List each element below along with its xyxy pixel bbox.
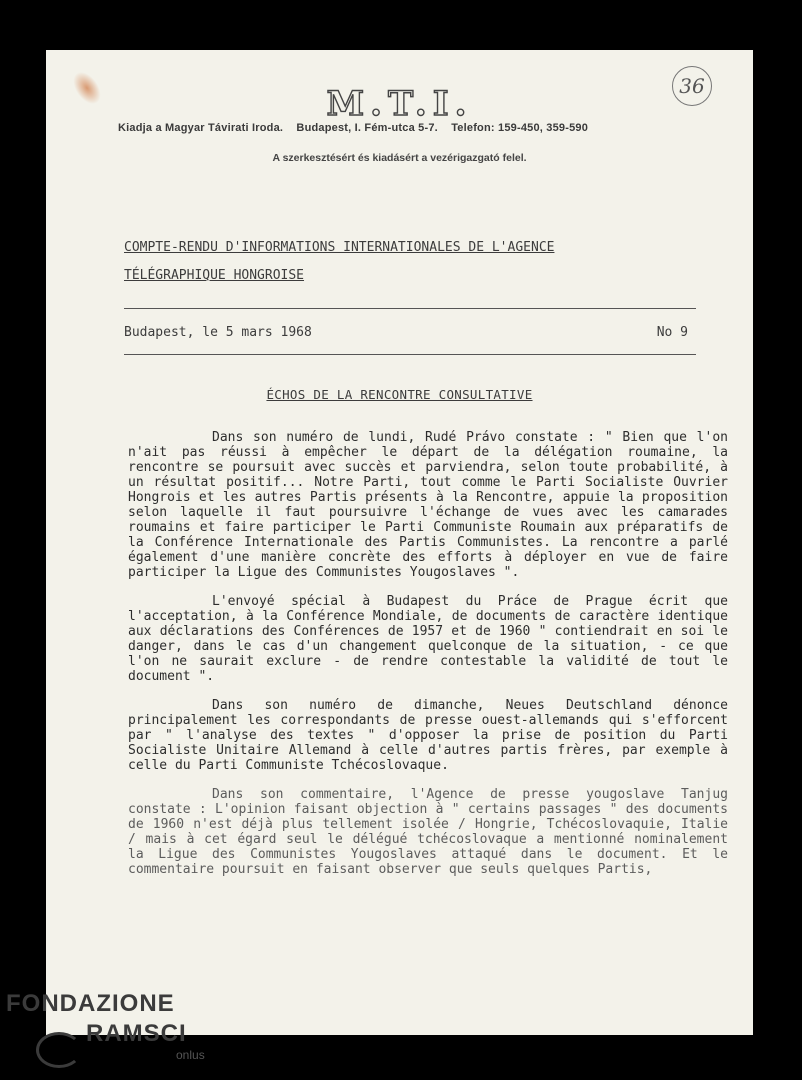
responsibility-line: A szerkesztésért és kiadásért a vezérigazgató felel. [272,152,527,164]
document-page [46,50,753,1035]
watermark-g-logo-icon [36,1032,82,1068]
date: Budapest, le 5 mars 1968 [124,325,312,340]
watermark-gramsci: RAMSCI [86,1020,187,1047]
mti-logo: M.T.I. [326,84,473,124]
page-number-circle: 36 [672,66,712,106]
article-body [128,430,728,891]
issue-number: No 9 [656,325,688,340]
paragraph: Dans son commentaire, l'Agence de presse yougoslave Tanjug constate : L'opinion faisant objection à " certains passages " des documents de 1960 n'est déjà plus tellement isolée / Hongrie, Tchécoslovaquie, Italie / mais à cet égard seul le délégué tchécoslovaque a mentionné nominalement la Ligue des Communistes Yougoslaves attaqué dans le document. Et le commentaire poursuit en faisant observer que seuls quelques Partis, [128,787,728,877]
paragraph: L'envoyé spécial à Budapest du Práce de Prague écrit que l'acceptation, à la Conférence Mondiale, de documents de caractère identique aux déclarations des Conférences de 1957 et de 1960 " contiendrait en soi le danger, dans le cas d'un changement quelconque de la situation, - ce que l'on ne saurait exclure - de rendre contestable la validité de tout le document ". [128,594,728,684]
dateline [124,325,696,340]
address: Budapest, I. Fém-utca 5-7. [296,122,438,134]
letterhead-line [118,122,588,134]
rule-bottom [124,354,696,355]
phone: Telefon: 159-450, 359-590 [451,122,589,134]
paragraph: Dans son numéro de dimanche, Neues Deutschland dénonce principalement les correspondants de presse ouest-allemands qui s'efforcent par " l'analyse des textes " d'opposer la prise de position du Parti Socialiste Unitaire Allemand à celle d'autres partis frères, par exemple à celle du Parti Communiste Tchécoslovaque. [128,698,728,773]
watermark-fondazione: FONDAZIONE [6,990,175,1017]
title-line-1: COMPTE-RENDU D'INFORMATIONS INTERNATIONALES DE L'AGENCE [124,240,555,255]
watermark-onlus: onlus [176,1048,205,1062]
article-heading: ÉCHOS DE LA RENCONTRE CONSULTATIVE [266,387,533,402]
paragraph: Dans son numéro de lundi, Rudé Právo constate : " Bien que l'on n'ait pas réussi à empêcher le départ de la délégation roumaine, la rencontre se poursuit avec succès et parviendra, selon toute probabilité, à un résultat positif... Notre Parti, tout comme le Parti Socialiste Ouvrier Hongrois et les autres Partis présents à la Rencontre, appuie la proposition selon laquelle il faut poursuivre l'échange de vues avec les camarades roumains et faire participer le Parti Communiste Roumain aux préparatifs de la Conférence Internationale des Partis Communistes. La rencontre a parlé également d'une manière concrète des efforts à déployer en vue de faire participer la Ligue des Communistes Yougoslaves ". [128,430,728,580]
publisher: Kiadja a Magyar Távirati Iroda. [118,122,284,134]
rule-top [124,308,696,309]
document-title [124,234,554,290]
title-line-2: TÉLÉGRAPHIQUE HONGROISE [124,268,305,283]
